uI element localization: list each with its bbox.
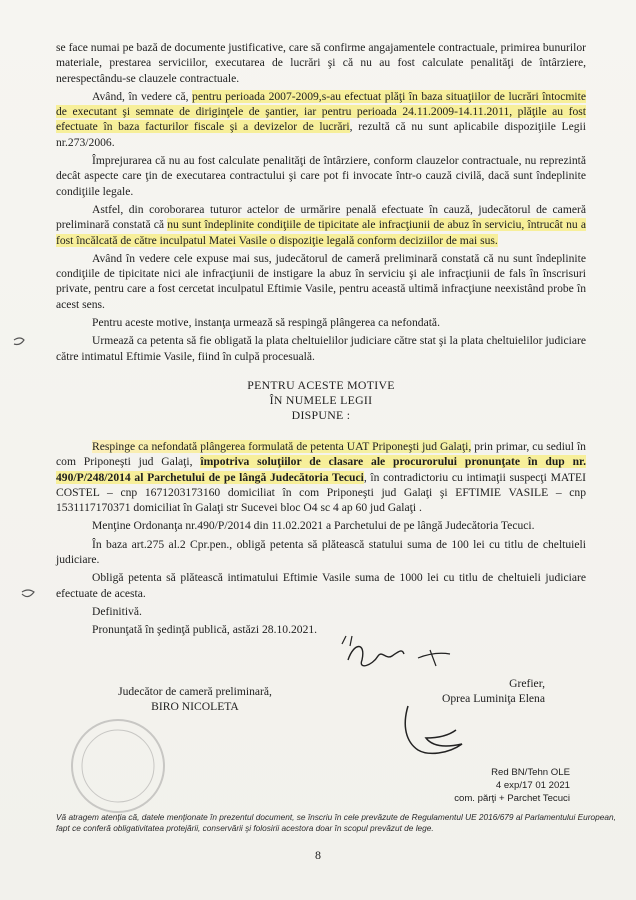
disposition-1-middle: prin primar, cu sediul în com Priponeşti jud Galaţi, — [56, 439, 586, 469]
disposition-5: Definitivă. — [92, 604, 142, 618]
redaction-line-3: com. părţi + Parchet Tecuci — [454, 793, 570, 804]
redaction-line-1: Red BN/Tehn OLE — [491, 767, 570, 778]
judge-signature-block — [110, 684, 280, 714]
judge-signature-icon — [348, 647, 404, 666]
court-stamp-icon — [72, 720, 164, 812]
margin-scribble-icon — [14, 338, 24, 345]
clerk-name: Oprea Luminiţa Elena — [441, 692, 545, 705]
paragraph-4 — [56, 202, 586, 248]
paragraph-7: Urmează ca petenta să fie obligată la plata cheltuielilor judiciare către stat şi la plata cheltuielilor judiciare către intimatul Eftimie Vasile, fiind în culpă procesuală. — [56, 334, 586, 363]
highlight-reject-complaint: Respinge ca nefondată plângerea formulată de petenta UAT Priponeşti jud Galaţi, — [92, 439, 472, 453]
paragraph-2 — [56, 89, 586, 150]
paragraph-2-tail: , rezultă că nu sunt aplicabile dispoziţiile Legii nr.273/2006. — [56, 120, 586, 149]
clerk-signature-icon — [418, 650, 450, 666]
paragraph-4-lead: Astfel, din coroborarea tuturor actelor de urmărire penală efectuate în cauză, judecătorul de cameră preliminară constată că — [56, 202, 586, 232]
highlight-classification-solutions: împotriva soluţiilor de clasare ale procurorului pronunţate în dup nr. 490/P/248/2014 al Parchetului de pe lângă Judecătoria Tecuci — [56, 455, 587, 484]
disposition-1 — [56, 439, 586, 515]
judge-title: Judecător de cameră preliminară, — [118, 685, 272, 698]
gdpr-notice: Vă atragem atenţia că, datele menţionate în prezentul document, se înscriu în cele prevăzute de Regulamentul UE 2016/679 al Parlamentului European, fapt ce conferă obligativitatea protejării, conservării şi folosirii acestora doar în scopul prevăzut de lege. — [56, 812, 616, 833]
clerk-title: Grefier, — [509, 677, 545, 690]
redaction-note — [454, 766, 570, 805]
redaction-line-2: 4 exp/17 01 2021 — [495, 780, 570, 791]
margin-scribble-icon — [22, 590, 34, 597]
disposition-heading — [56, 378, 586, 423]
disposition-6: Pronunţată în şedinţă publică, astăzi 28.10.2021. — [92, 623, 318, 637]
document-body — [56, 40, 586, 641]
disposition-1-tail: , în contradictoriu cu intimaţii suspecţi MATEI COSTEL – cnp 1671203173160 domiciliat în com Priponeşti jud Galaţi şi EFTIMIE VASILE – cnp 1531117170371 domiciliat în Galaţi str Sucevei bloc O4 sc 4 ap 60 jud Galaţi . — [56, 470, 586, 515]
page-number: 8 — [315, 848, 321, 862]
judge-name: BIRO NICOLETA — [151, 700, 239, 713]
highlight-payments-period: pentru perioada 2007-2009,s-au efectuat plăţi în baza situaţiilor de lucrări întocmite de executant şi semnate de diriginţele de şantier, iar pentru perioada 24.11.2009-14.11.2011, plăţile au fost efectuate în baza facturilor fiscale şi a devizelor de lucrări — [56, 89, 586, 134]
heading-line-3: DISPUNE : — [291, 407, 351, 422]
paragraph-5: Având în vedere cele expuse mai sus, judecătorul de cameră preliminară constată că nu sunt îndeplinite condiţiile de tipicitate nici ale infracţiunii de instigare la abuz în serviciu şi ale infracţiunii de fals în înscrisuri private, pentru care a fost cercetat inculpatul Eftimie Vasile, pentru această ultimă infracţiune neexistând probe în acest sens. — [56, 251, 586, 311]
disposition-4: Obligă petenta să plătească intimatului Eftimie Vasile suma de 1000 lei cu titlu de cheltuieli judiciare efectuate de acesta. — [56, 571, 586, 600]
highlight-conditions-not-met: nu sunt îndeplinite condiţiile de tipicitate ale infracţiunii de abuz în serviciu, întrucât nu a fost încălcată de către inculpatul Matei Vasile o dispoziţie legală conform deciziilor de mai sus. — [56, 218, 586, 247]
clerk-signature-icon — [405, 706, 462, 753]
paragraph-2-lead: Având, în vedere că, — [92, 89, 193, 103]
clerk-signature-block — [395, 676, 545, 706]
paragraph-6: Pentru aceste motive, instanţa urmează să respingă plângerea ca nefondată. — [92, 316, 440, 330]
paragraph-3: Împrejurarea că nu au fost calculate penalităţi de întârziere, conform clauzelor contractuale, nu reprezintă decât aspecte care ţin de executarea contractului şi care pot fi invocate într-o cauză civilă, dacă sunt îndeplinite condiţiile legale. — [56, 154, 586, 198]
disposition-3: În baza art.275 al.2 Cpr.pen., obligă petenta să plătească statului suma de 100 lei cu titlu de cheltuieli judiciare. — [56, 537, 586, 567]
paragraph-1: se face numai pe bază de documente justificative, care să confirme angajamentele contractuale, primirea bunurilor materiale, prestarea serviciilor, executarea de lucrări şi că nu au fost calculate penalităţi de întârziere, nerespectându-se clauzele contractuale. — [56, 41, 586, 85]
heading-line-2: ÎN NUMELE LEGII — [269, 392, 373, 407]
disposition-2: Menţine Ordonanţa nr.490/P/2014 din 11.02.2021 a Parchetului de pe lângă Judecătoria Tecuci. — [92, 519, 535, 533]
heading-line-1: PENTRU ACESTE MOTIVE — [247, 377, 395, 392]
